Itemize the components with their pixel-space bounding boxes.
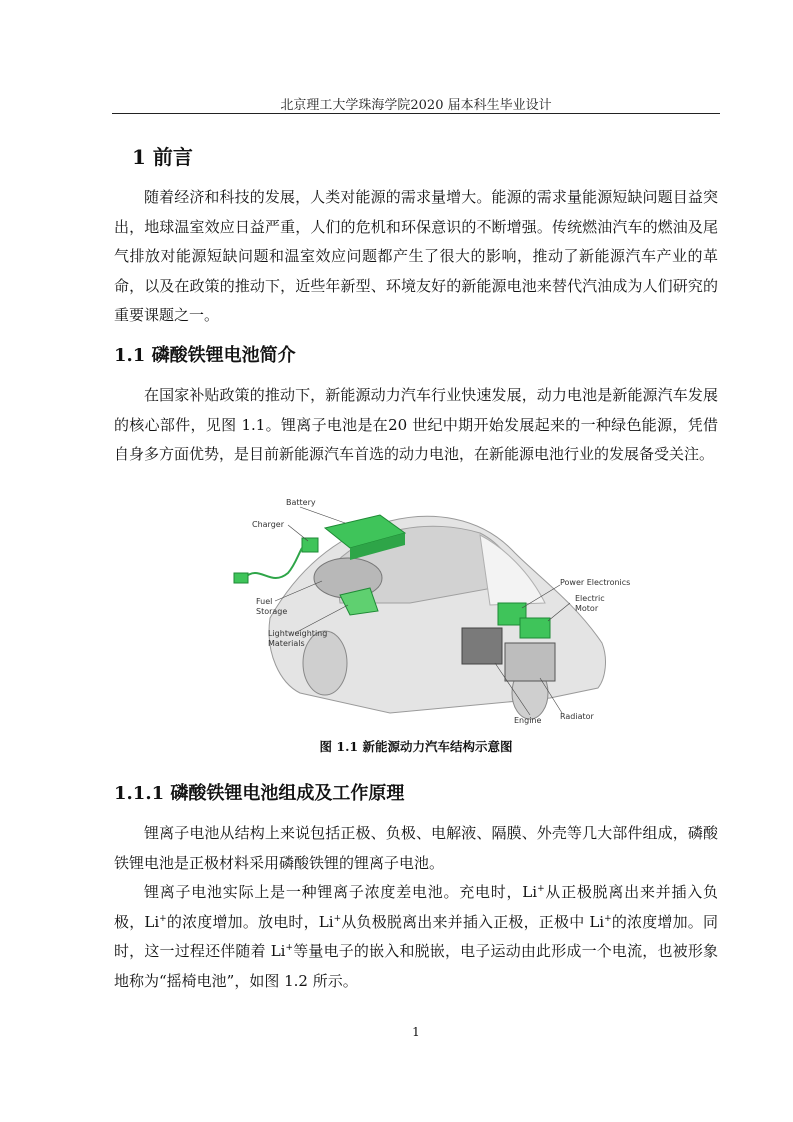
- figure-caption: 图 1.1 新能源动力汽车结构示意图: [319, 739, 513, 754]
- label-motor: Motor: [575, 604, 599, 613]
- electric-motor: [520, 618, 550, 638]
- charge-cable: [244, 548, 302, 578]
- label-storage: Storage: [256, 607, 288, 616]
- rear-wheel: [303, 631, 347, 695]
- label-engine: Engine: [514, 716, 542, 725]
- running-header: 北京理工大学珠海学院2020 届本科生毕业设计: [280, 98, 552, 113]
- section-1-1-1-heading: 1.1.1 磷酸铁锂电池组成及工作原理: [114, 783, 405, 804]
- label-radiator: Radiator: [560, 712, 594, 721]
- label-battery: Battery: [286, 498, 316, 507]
- charger-box: [302, 538, 318, 552]
- charge-plug: [234, 573, 248, 583]
- page-number: 1: [412, 1025, 420, 1039]
- label-lightweighting: Lightweighting: [268, 629, 328, 638]
- engine-block: [462, 628, 502, 664]
- label-materials: Materials: [268, 639, 305, 648]
- section-1-1-1-paragraph-2: 锂离子电池实际上是一种锂离子浓度差电池。充电时，Li+从正极脱离出来并插入负极，Li+的浓度增加。放电时，Li+从负极脱离出来并插入正极，正极中 Li+的浓度增加。同时，这一过程还伴随着 Li+等量电子的嵌入和脱嵌，电子运动由此形成一个电流，也被形象地称为“摇椅电池”，如图 1.2 所示。: [114, 883, 718, 990]
- chapter-title: 1 前言: [132, 145, 193, 169]
- ev-diagram: [230, 493, 631, 731]
- figure-ev-structure: [230, 493, 631, 731]
- intro-paragraph: 随着经济和科技的发展，人类对能源的需求量增大。能源的需求量能源短缺问题目益突出，地球温室效应日益严重，人们的危机和环保意识的不断增强。传统燃油汽车的燃油及尾气排放对能源短缺问题和温室效应问题都产生了很大的影响，推动了新能源汽车产业的革命，以及在政策的推动下，近些年新型、环境友好的新能源电池来替代汽油成为人们研究的重要课题之一。: [114, 188, 718, 324]
- section-1-1-1-paragraph-1: 锂离子电池从结构上来说包括正极、负极、电解液、隔膜、外壳等几大部件组成，磷酸铁锂电池是正极材料采用磷酸铁锂的锂离子电池。: [114, 824, 718, 872]
- label-electric: Electric: [575, 594, 605, 603]
- car-windshield: [480, 535, 545, 605]
- section-1-1-heading: 1.1 磷酸铁锂电池简介: [114, 345, 296, 366]
- header-rule: [112, 113, 720, 114]
- section-1-1-paragraph: 在国家补贴政策的推动下，新能源动力汽车行业快速发展，动力电池是新能源汽车发展的核心部件，见图 1.1。锂离子电池是在20 世纪中期开始发展起来的一种绿色能源，凭借自身多方面优势，是目前新能源汽车首选的动力电池，在新能源电池行业的发展备受关注。: [114, 386, 718, 463]
- label-charger: Charger: [252, 520, 284, 529]
- label-power-electronics: Power Electronics: [560, 578, 631, 587]
- label-fuel: Fuel: [256, 597, 273, 606]
- radiator: [505, 643, 555, 681]
